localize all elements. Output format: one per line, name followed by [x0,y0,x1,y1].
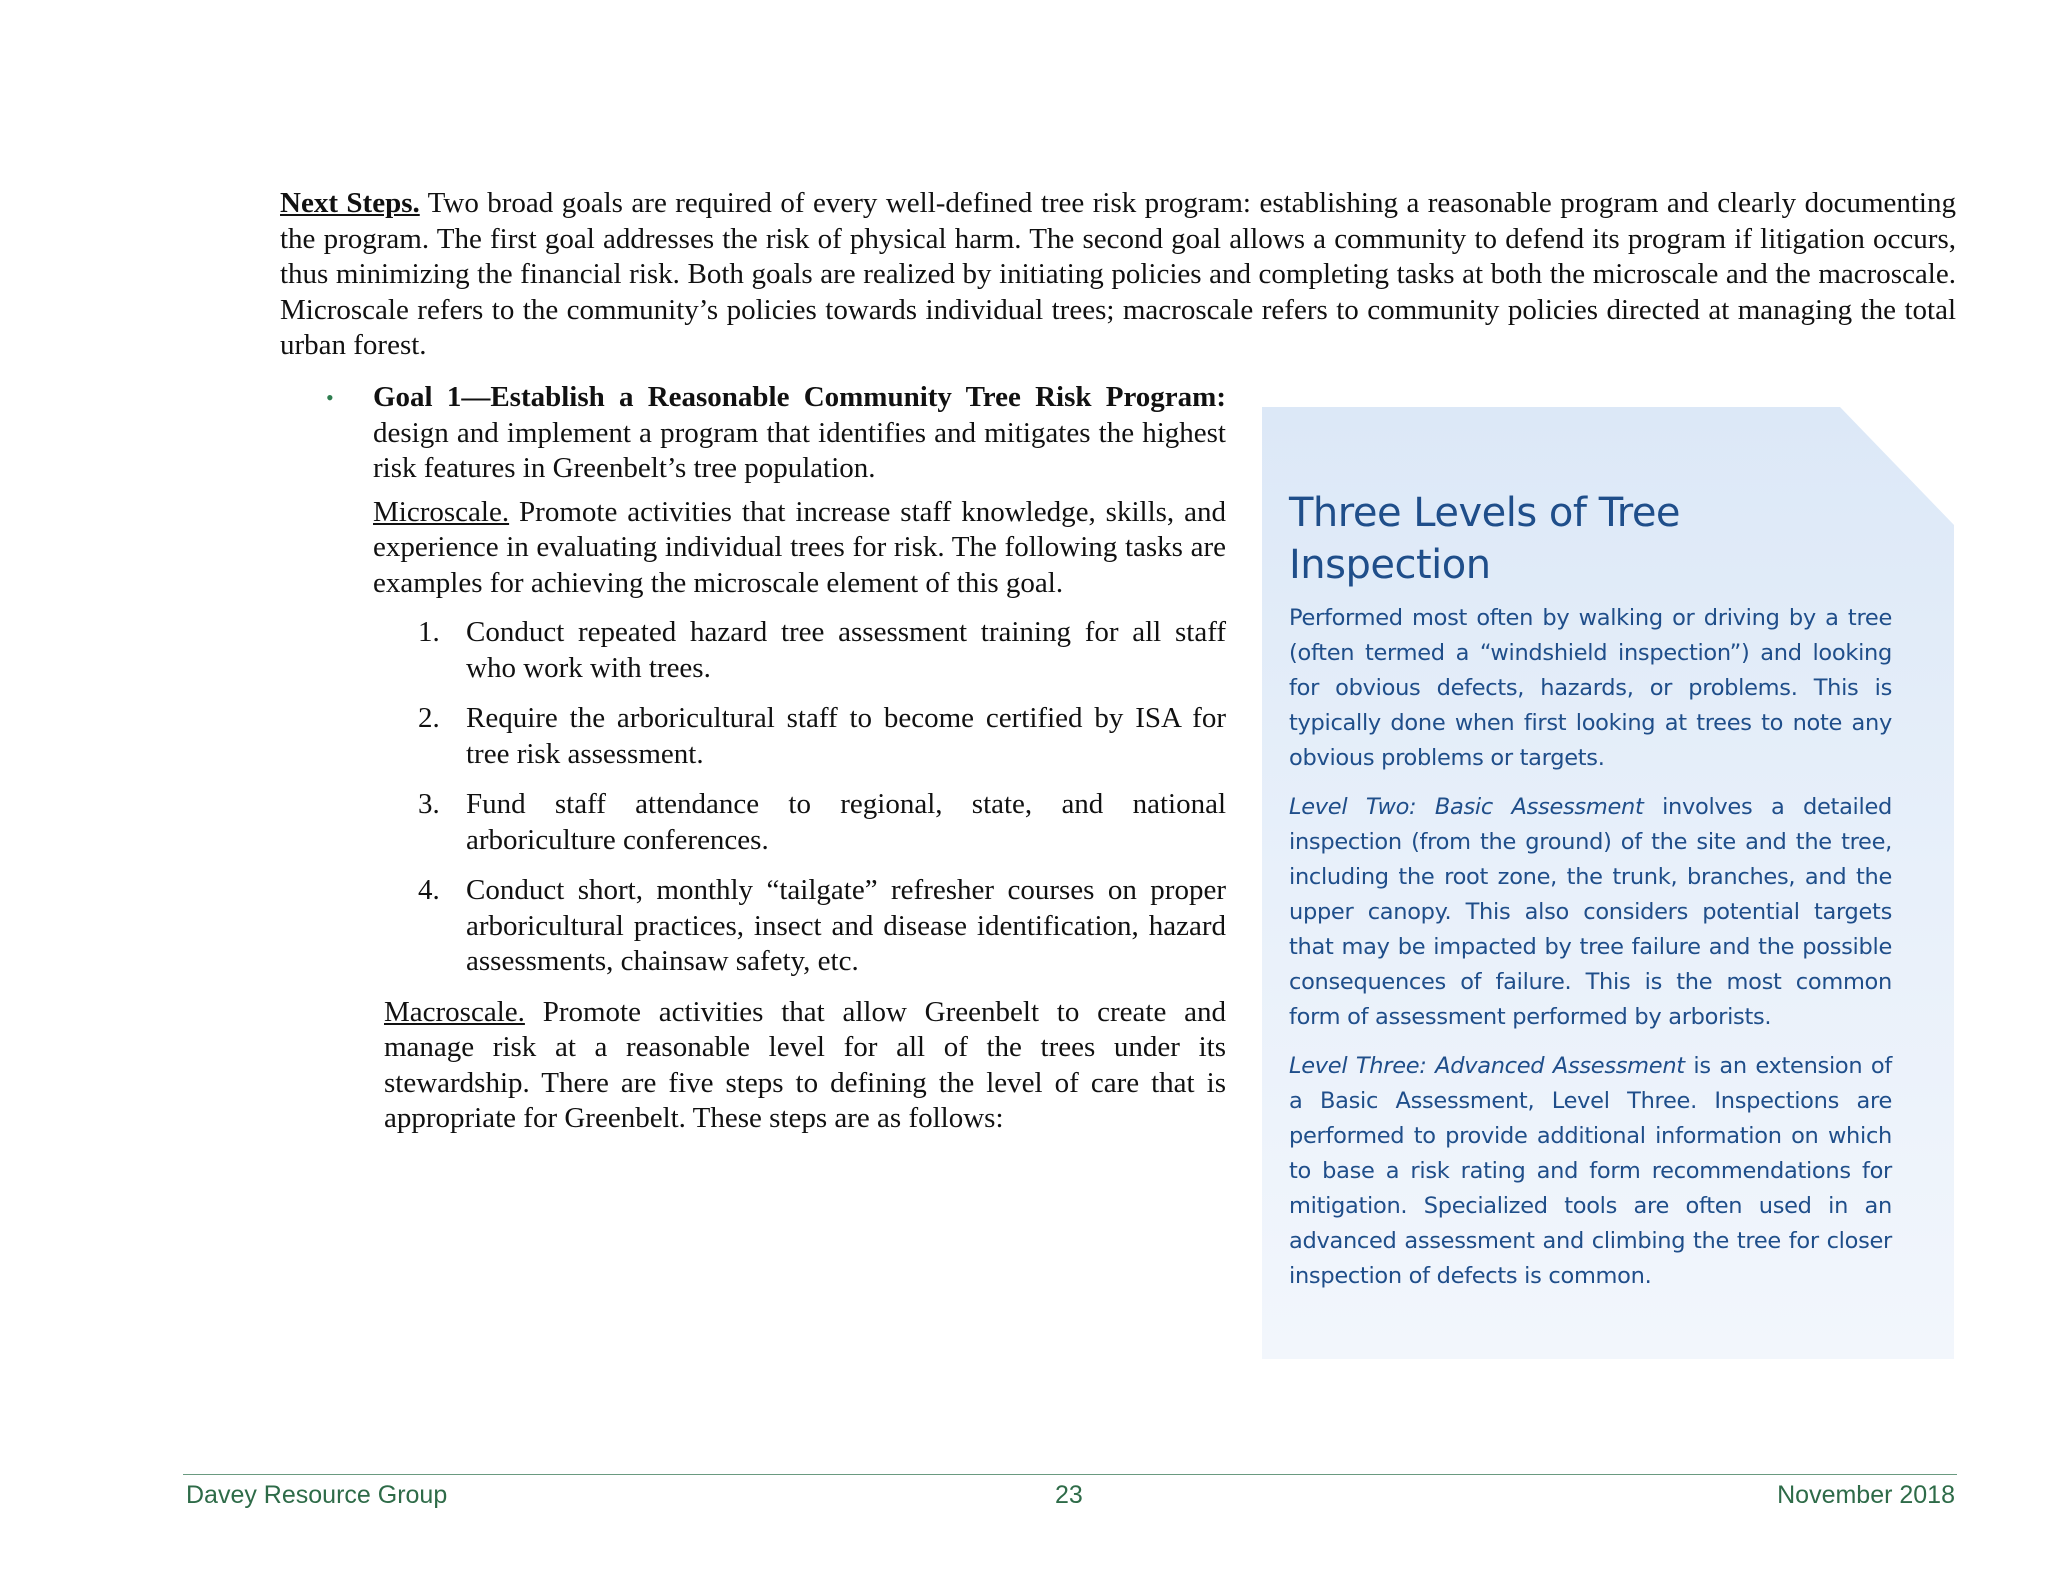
next-steps-text: Two broad goals are required of every well-defined tree risk program: establishing a reasonable program and clearly documenting the program. The first goal addresses the risk of physical harm. The second goal allows a community to defend its program if litigation occurs, thus minimizing the financial risk. Both goals are realized by initiating policies and completing tasks at both the microscale and the macroscale. Microscale refers to the community’s policies towards individual trees; macroscale refers to community policies directed at managing the total urban forest. [280,187,1956,361]
microscale-text: Promote activities that increase staff knowledge, skills, and experience in evaluating individual trees for risk. The following tasks are examples for achieving the microscale element of this goal. [373,495,1226,599]
task-text: Require the arboricultural staff to become certified by ISA for tree risk assessment. [466,702,1226,770]
task-number: 1. [418,616,440,648]
microscale-paragraph [373,495,1226,602]
task-item [280,787,1226,858]
sidebar-level-three [1289,1049,1892,1294]
footer-page-number: 23 [1055,1481,1083,1509]
task-text: Conduct short, monthly “tailgate” refresher courses on proper arboricultural practices, insect and disease identification, hazard assessments, chainsaw safety, etc. [466,874,1226,977]
next-steps-heading: Next Steps. [280,187,420,219]
bullet-icon: • [326,385,334,410]
macroscale-text: Promote activities that allow Greenbelt to create and manage risk at a reasonable level for all of the trees under its stewardship. There are five steps to defining the level of care that is appropriate for Greenbelt. These steps are as follows: [384,995,1226,1134]
task-text: Conduct repeated hazard tree assessment training for all staff who work with trees. [466,616,1226,684]
sidebar-title: Three Levels of Tree Inspection [1289,490,1681,588]
task-text: Fund staff attendance to regional, state, and national arboriculture conferences. [466,788,1226,856]
level-three-text: is an extension of a Basic Assessment, Level Three. Inspections are performed to provide additional information on which to base a risk rating and form recommendations for mitigation. Specialized tools are often used in an advanced assessment and climbing the tree for closer inspection of defects is common. [1289,1053,1892,1289]
sidebar-content [1289,487,1892,1308]
level-three-heading: Level Three: Advanced Assessment [1289,1053,1685,1079]
sidebar-level-two [1289,790,1892,1035]
sidebar-level-one-text: Performed most often by walking or driving by a tree (often termed a “windshield inspection”) and looking for obvious defects, hazards, or problems. This is typically done when first looking at trees to note any obvious problems or targets. [1289,605,1892,771]
goal-1-title: Goal 1—Establish a Reasonable Community Tree Risk Program: [373,381,1226,413]
goal-1-item [280,380,1226,487]
goal-1-text: design and implement a program that identifies and mitigates the highest risk features in Greenbelt’s tree population. [373,416,1226,484]
task-list [280,615,1226,980]
footer-divider [183,1474,1957,1475]
macroscale-paragraph [384,995,1226,1137]
macroscale-label: Macroscale. [384,995,525,1028]
level-two-text: involves a detailed inspection (from the ground) of the site and the tree, including the root zone, the trunk, branches, and the upper canopy. This also considers potential targets that may be impacted by tree failure and the possible consequences of failure. This is the most common form of assessment performed by arborists. [1289,794,1892,1030]
task-item [280,615,1226,686]
task-number: 2. [418,702,440,734]
level-two-heading: Level Two: Basic Assessment [1289,794,1644,820]
next-steps-paragraph [280,186,1956,364]
footer-company: Davey Resource Group [186,1481,448,1509]
microscale-label: Microscale. [373,495,510,528]
task-item [280,873,1226,980]
left-column [280,380,1226,1137]
footer-date: November 2018 [1777,1481,1955,1509]
task-number: 3. [418,788,440,820]
task-item [280,701,1226,772]
task-number: 4. [418,874,440,906]
